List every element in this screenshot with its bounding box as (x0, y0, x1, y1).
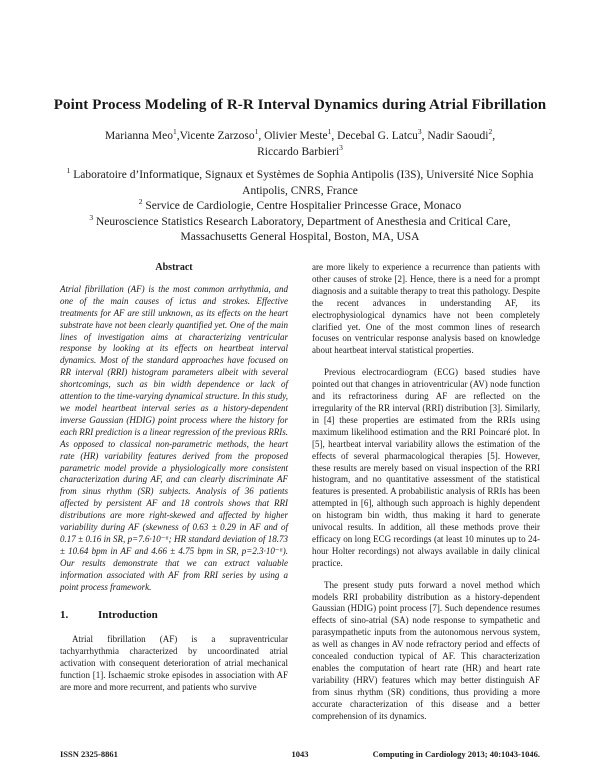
author: Vicente Zarzoso$^1$ (179, 127, 259, 142)
right-column (312, 262, 540, 723)
body-paragraph: Previous electrocardiogram (ECG) based studies have pointed out that changes in atrioventricular (AV) node function and its refractoriness during AF are reflected on the irregularity of the RR interval (RRI) distribution [3]. Similarly, in [4] these properties are estimated from the RRIs using maximum likelihood estimation and the RRI Poincaré plot. In [5], heartbeat interval variability allows the estimation of the effects of several pharmacological therapies [5]. However, these results are merely based on visual inspection of the RRI histogram, and no quantitative assessment of the statistical features is presented. A probabilistic analysis of RRIs has been attempted in [6], although such approach is highly dependent on histogram bin width, thus making it hard to generate univocal results. In addition, all these methods prove their efficacy on long ECG recordings (at least 10 minutes up to 24-hour Holter recordings) not always available in daily clinical practice. (312, 367, 540, 568)
body-paragraph: The present study puts forward a novel method which models RRI probability distribution as a history-dependent Gaussian (HDIG) point process [7]. Such dependence resumes effects of sino-atrial (SA) node response to sympathetic and parasympathetic inputs from the autonomous nervous system, as well as changes in AV node refractory period and effects of concealed conduction typical of AF. This characterization enables the computation of heart rate (HR) and heart rate variability (HRV) features which may better distinguish AF from sinus rhythm (SR) conditions, thus providing a more accurate characterization of this disease and a better comprehension of its dynamics. (312, 579, 540, 721)
body-paragraph: are more likely to experience a recurrence than patients with other causes of stroke [2]. Hence, there is a need for a prompt diagnosis and a suitable therapy to treat this pathology. Despite the recent advances in understanding AF, its electrophysiological dynamics have not been completely clarified yet. One of the most common lines of research focuses on ventricular response analysis based on knowledge about heartbeat interval statistical properties. (312, 262, 540, 356)
footer-page-number: 1043 (291, 749, 309, 759)
section-number: 1. (60, 609, 69, 622)
paper-title: Point Process Modeling of R-R Interval Dynamics during Atrial Fibrillation (53, 97, 547, 113)
author: Decebal G. Latcu$^3$ (337, 127, 422, 142)
author: Marianna Meo$^1$ (104, 127, 177, 142)
author-list: Marianna Meo$^1$,Vicente Zarzoso$^1$, Olivier Meste$^1$, Decebal G. Latcu$^3$, Nadir Saoudi$^2$, Riccardo Barbieri$^3$ (104, 127, 496, 158)
author: Olivier Meste$^1$ (264, 127, 332, 142)
footer-issn: ISSN 2325-8861 (60, 749, 118, 759)
affiliation-list (60, 168, 540, 246)
section-title: Introduction (98, 609, 158, 622)
affiliation: $^2$ Service de Cardiologie, Centre Hospitalier Princesse Grace, Monaco (138, 197, 462, 212)
intro-paragraph: Atrial fibrillation (AF) is a supraventricular tachyarrhythmia characterized by uncoordinated atrial activation with consequent deterioration of atrial mechanical function [1]. Ischaemic stroke episodes in association with AF are more and more recurrent, and patients who survive (60, 634, 288, 692)
left-column (60, 262, 288, 694)
abstract-text: Atrial fibrillation (AF) is the most common arrhythmia, and one of the main causes of ictus and strokes. Effective treatments for AF are still unknown, as its effects on the heart substrate have not been clearly quantified yet. One of the main lines of investigation aims at characterizing ventricular response by looking at its effects on heartbeat interval dynamics. Most of the standard approaches have focused on RR interval (RRI) histogram parameters albeit with several shortcomings, such as bin width dependence or lack of attention to the time-varying dynamical structure. In this study, we model heartbeat interval series as a history-dependent inverse Gaussian (HDIG) point process where the history for each RRI prediction is a linear regression of the previous RRIs. As opposed to classical non-parametric methods, the heart rate (HR) variability features derived from the proposed parametric model provide a physiologically more consistent characterization during AF, and can clearly discriminate AF from sinus rhythm (SR) subjects. Analysis of 36 patients affected by persistent AF and 18 controls shows that RRI distributions are more right-skewed and affected by higher variability during AF (skewness of 0.63 ± 0.29 in AF and of 0.17 ± 0.16 in SR, p=7.6·10⁻⁶; HR standard deviation of 18.73 ± 10.64 bpm in AF and 4.66 ± 4.75 bpm in SR, p=2.3·10⁻⁶). Our results demonstrate that we can extract valuable information associated with AF from RRI series by using a point process framework. (60, 283, 288, 592)
footer-citation: Computing in Cardiology 2013; 40:1043-1046. (372, 749, 540, 759)
author: Nadir Saoudi$^2$ (427, 127, 493, 142)
affiliation: $^1$ Laboratoire d’Informatique, Signaux et Systèmes de Sophia Antipolis (I3S), Université Nice Sophia Antipolis, CNRS, France (66, 166, 534, 197)
abstract-heading: Abstract (155, 262, 193, 273)
section-heading (60, 610, 288, 622)
author: Riccardo Barbieri$^3$ (257, 143, 343, 158)
affiliation: $^3$ Neuroscience Statistics Research Laboratory, Department of Anesthesia and Critical Care, Massachusetts General Hospital, Boston, MA, USA (89, 212, 511, 243)
